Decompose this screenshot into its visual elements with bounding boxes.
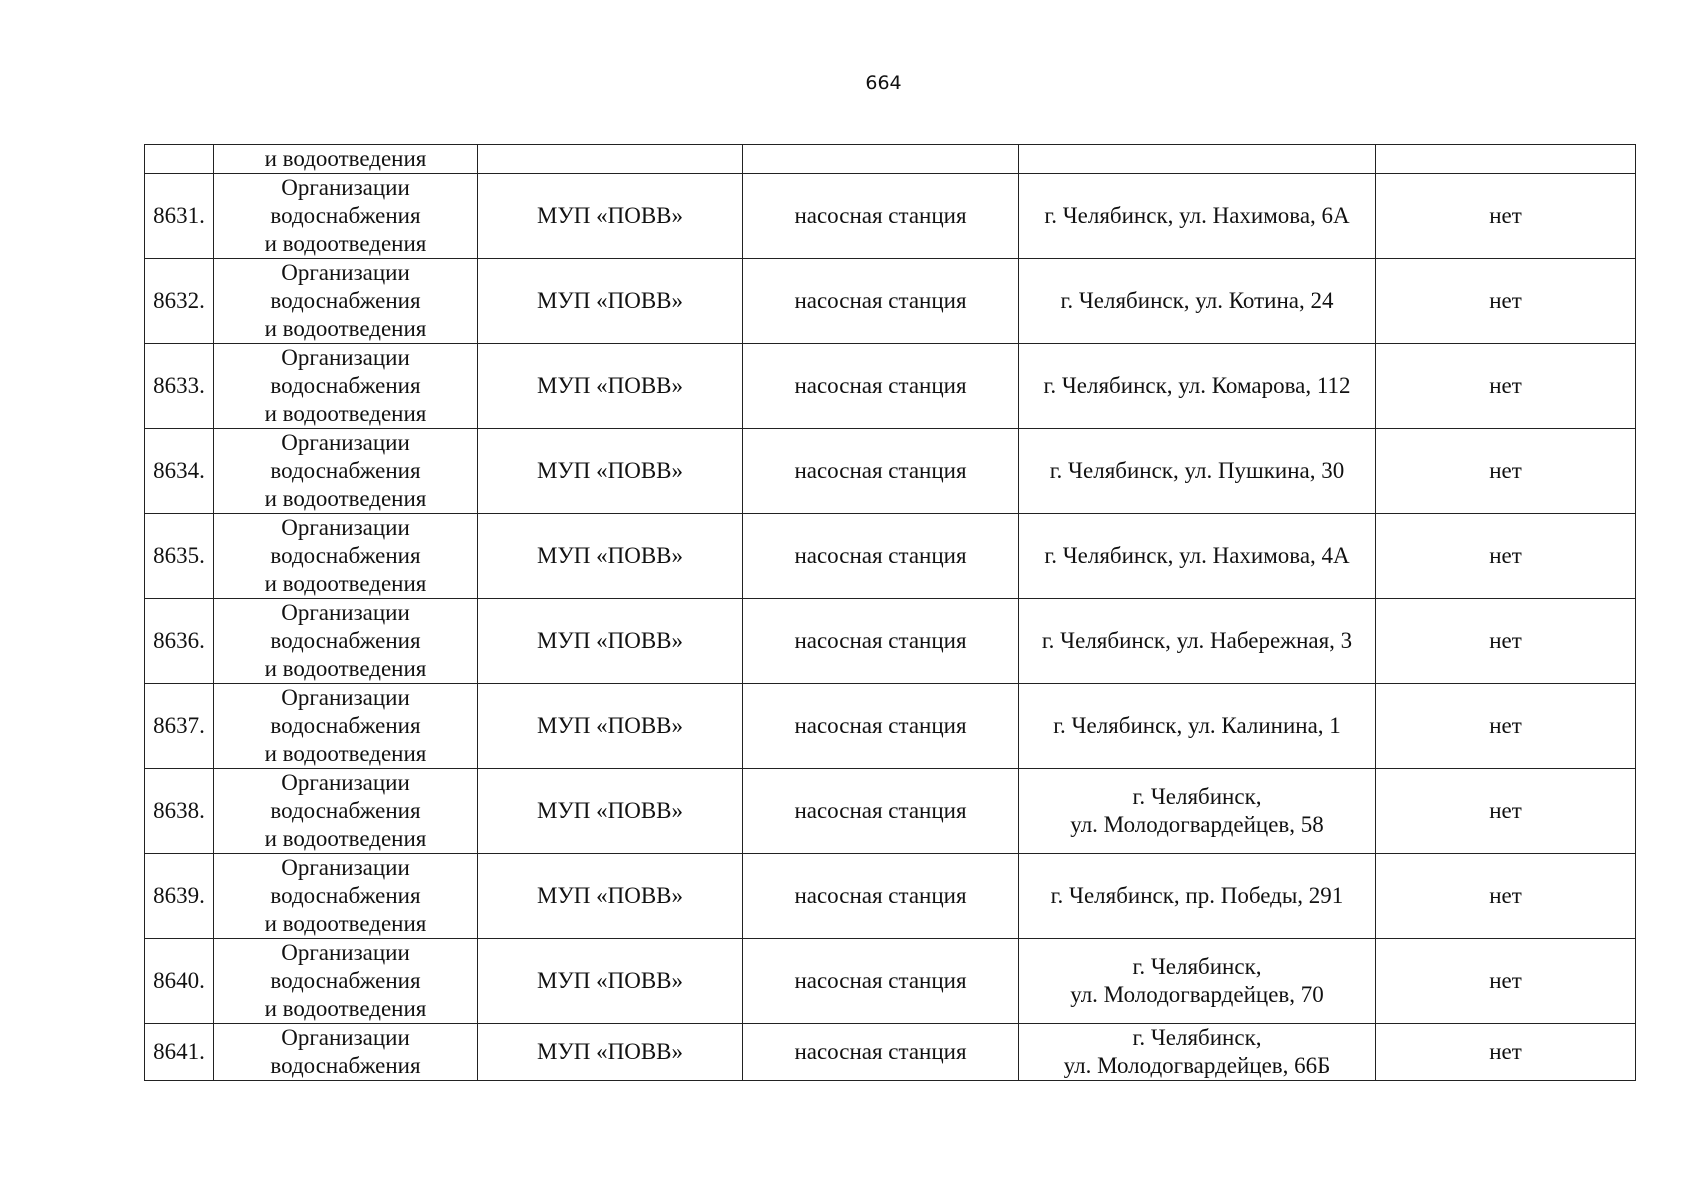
address-line: г. Челябинск, ул. Пушкина, 30 — [1049, 458, 1345, 483]
address-cell — [1019, 599, 1376, 684]
organization-cell: МУП «ПОВВ» — [478, 599, 743, 684]
sector-line: и водоотведения — [264, 911, 427, 936]
row-number-cell: 8636. — [145, 599, 214, 684]
address-cell — [1019, 769, 1376, 854]
address-cell — [1019, 1024, 1376, 1081]
sector-line: водоснабжения — [270, 288, 421, 313]
object-type-cell — [743, 145, 1019, 174]
sector-line: Организации — [281, 855, 410, 880]
row-number-cell: 8637. — [145, 684, 214, 769]
organization-cell: МУП «ПОВВ» — [478, 259, 743, 344]
object-type-cell: насосная станция — [743, 684, 1019, 769]
table-row — [145, 599, 1636, 684]
sector-line: Организации — [281, 345, 410, 370]
sector-cell — [214, 174, 478, 259]
row-number-cell: 8635. — [145, 514, 214, 599]
sector-cell — [214, 684, 478, 769]
status-cell: нет — [1376, 514, 1636, 599]
status-cell: нет — [1376, 939, 1636, 1024]
address-cell — [1019, 684, 1376, 769]
status-cell: нет — [1376, 429, 1636, 514]
object-type-cell: насосная станция — [743, 854, 1019, 939]
sector-line: Организации — [281, 430, 410, 455]
sector-line: и водоотведения — [264, 146, 427, 171]
sector-cell — [214, 429, 478, 514]
address-line: г. Челябинск, ул. Комарова, 112 — [1043, 373, 1351, 398]
sector-line: Организации — [281, 260, 410, 285]
address-cell — [1019, 259, 1376, 344]
sector-cell — [214, 769, 478, 854]
status-cell: нет — [1376, 174, 1636, 259]
sector-line: водоснабжения — [270, 798, 421, 823]
row-number-cell: 8641. — [145, 1024, 214, 1081]
object-type-cell: насосная станция — [743, 429, 1019, 514]
address-cell — [1019, 514, 1376, 599]
table-row — [145, 429, 1636, 514]
organization-cell: МУП «ПОВВ» — [478, 854, 743, 939]
sector-line: Организации — [281, 600, 410, 625]
address-cell — [1019, 429, 1376, 514]
address-cell — [1019, 145, 1376, 174]
status-cell: нет — [1376, 684, 1636, 769]
table-row — [145, 769, 1636, 854]
sector-line: и водоотведения — [264, 996, 427, 1021]
table-row — [145, 939, 1636, 1024]
table-body — [145, 145, 1636, 1081]
address-line: г. Челябинск, — [1132, 784, 1262, 809]
status-cell: нет — [1376, 344, 1636, 429]
object-type-cell: насосная станция — [743, 1024, 1019, 1081]
status-cell: нет — [1376, 259, 1636, 344]
object-type-cell: насосная станция — [743, 514, 1019, 599]
objects-table — [144, 144, 1636, 1081]
address-line: ул. Молодогвардейцев, 58 — [1070, 812, 1324, 837]
row-number-cell: 8638. — [145, 769, 214, 854]
sector-line: водоснабжения — [270, 543, 421, 568]
table-row — [145, 854, 1636, 939]
status-cell: нет — [1376, 1024, 1636, 1081]
sector-line: и водоотведения — [264, 486, 427, 511]
table-row — [145, 145, 1636, 174]
status-cell — [1376, 145, 1636, 174]
row-number-cell: 8640. — [145, 939, 214, 1024]
sector-cell — [214, 145, 478, 174]
sector-line: водоснабжения — [270, 203, 421, 228]
row-number-cell: 8633. — [145, 344, 214, 429]
address-line: г. Челябинск, ул. Нахимова, 4А — [1044, 543, 1350, 568]
address-cell — [1019, 174, 1376, 259]
object-type-cell: насосная станция — [743, 599, 1019, 684]
sector-line: водоснабжения — [270, 713, 421, 738]
address-line: г. Челябинск, — [1132, 1025, 1262, 1050]
organization-cell: МУП «ПОВВ» — [478, 514, 743, 599]
sector-cell — [214, 939, 478, 1024]
status-cell: нет — [1376, 854, 1636, 939]
organization-cell: МУП «ПОВВ» — [478, 939, 743, 1024]
sector-cell — [214, 259, 478, 344]
sector-line: Организации — [281, 940, 410, 965]
sector-line: и водоотведения — [264, 826, 427, 851]
address-line: ул. Молодогвардейцев, 66Б — [1063, 1053, 1331, 1078]
organization-cell: МУП «ПОВВ» — [478, 344, 743, 429]
sector-line: водоснабжения — [270, 1053, 421, 1078]
sector-cell — [214, 1024, 478, 1081]
sector-line: и водоотведения — [264, 231, 427, 256]
object-type-cell: насосная станция — [743, 939, 1019, 1024]
sector-line: и водоотведения — [264, 316, 427, 341]
address-cell — [1019, 854, 1376, 939]
sector-line: Организации — [281, 770, 410, 795]
sector-line: водоснабжения — [270, 373, 421, 398]
table-row — [145, 1024, 1636, 1081]
organization-cell: МУП «ПОВВ» — [478, 174, 743, 259]
row-number-cell: 8634. — [145, 429, 214, 514]
address-line: г. Челябинск, ул. Котина, 24 — [1060, 288, 1334, 313]
organization-cell: МУП «ПОВВ» — [478, 684, 743, 769]
sector-cell — [214, 599, 478, 684]
row-number-cell — [145, 145, 214, 174]
table-row — [145, 684, 1636, 769]
sector-cell — [214, 854, 478, 939]
sector-line: водоснабжения — [270, 628, 421, 653]
object-type-cell: насосная станция — [743, 344, 1019, 429]
organization-cell — [478, 145, 743, 174]
sector-line: и водоотведения — [264, 741, 427, 766]
status-cell: нет — [1376, 769, 1636, 854]
sector-cell — [214, 514, 478, 599]
page-number: 664 — [865, 72, 902, 94]
table-row — [145, 174, 1636, 259]
sector-cell — [214, 344, 478, 429]
sector-line: и водоотведения — [264, 656, 427, 681]
object-type-cell: насосная станция — [743, 174, 1019, 259]
sector-line: Организации — [281, 1025, 410, 1050]
row-number-cell: 8631. — [145, 174, 214, 259]
address-line: г. Челябинск, ул. Набережная, 3 — [1041, 628, 1353, 653]
address-line: г. Челябинск, — [1132, 954, 1262, 979]
organization-cell: МУП «ПОВВ» — [478, 769, 743, 854]
object-type-cell: насосная станция — [743, 259, 1019, 344]
address-cell — [1019, 939, 1376, 1024]
row-number-cell: 8632. — [145, 259, 214, 344]
sector-line: и водоотведения — [264, 401, 427, 426]
sector-line: Организации — [281, 175, 410, 200]
address-line: ул. Молодогвардейцев, 70 — [1070, 982, 1324, 1007]
table-row — [145, 259, 1636, 344]
address-line: г. Челябинск, ул. Нахимова, 6А — [1044, 203, 1350, 228]
organization-cell: МУП «ПОВВ» — [478, 1024, 743, 1081]
organization-cell: МУП «ПОВВ» — [478, 429, 743, 514]
row-number-cell: 8639. — [145, 854, 214, 939]
status-cell: нет — [1376, 599, 1636, 684]
sector-line: Организации — [281, 685, 410, 710]
sector-line: водоснабжения — [270, 968, 421, 993]
address-line: г. Челябинск, ул. Калинина, 1 — [1053, 713, 1341, 738]
table-row — [145, 344, 1636, 429]
address-cell — [1019, 344, 1376, 429]
sector-line: и водоотведения — [264, 571, 427, 596]
sector-line: водоснабжения — [270, 883, 421, 908]
table-row — [145, 514, 1636, 599]
address-line: г. Челябинск, пр. Победы, 291 — [1050, 883, 1344, 908]
sector-line: Организации — [281, 515, 410, 540]
sector-line: водоснабжения — [270, 458, 421, 483]
object-type-cell: насосная станция — [743, 769, 1019, 854]
